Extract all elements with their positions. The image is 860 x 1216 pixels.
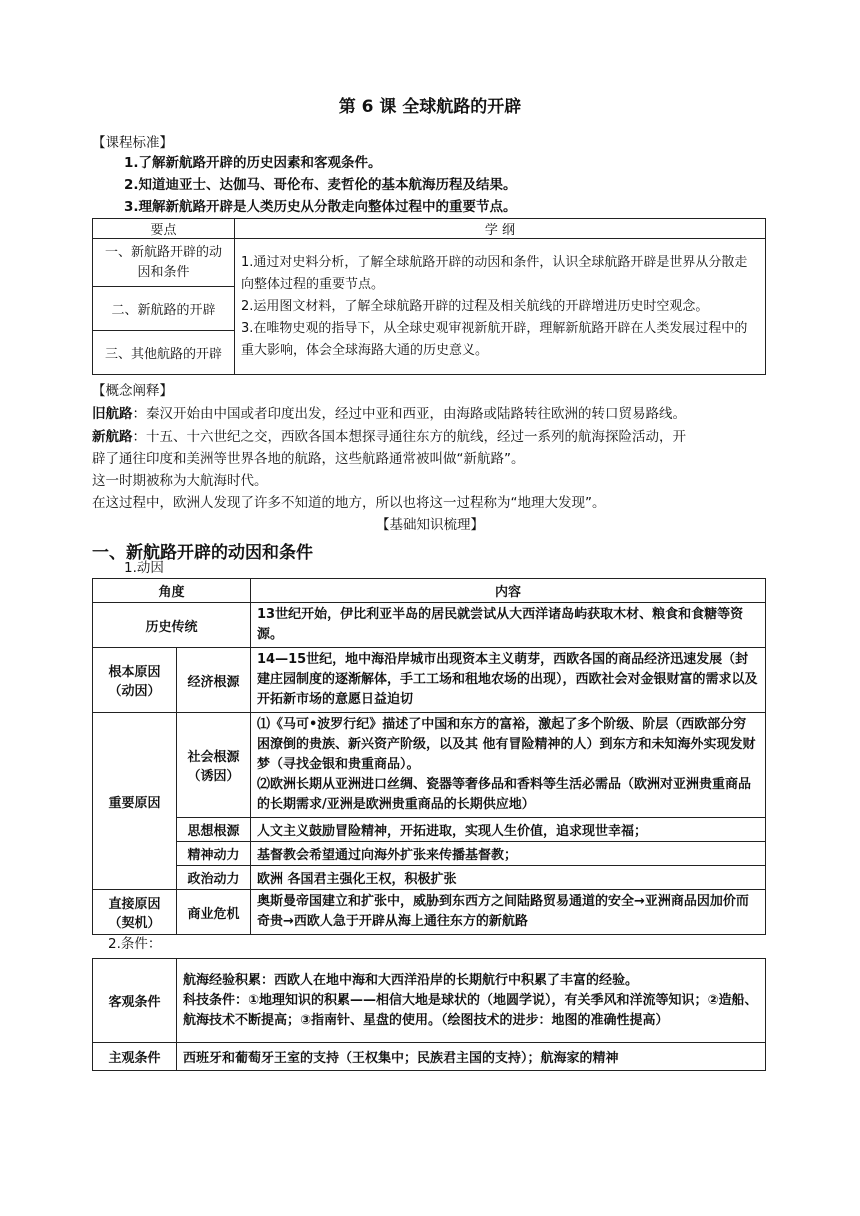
motive-r1-label: 历史传统	[93, 603, 251, 648]
motive-head-content: 内容	[251, 579, 766, 603]
concepts-heading: 【概念阐释】	[92, 383, 173, 399]
section1-heading: 一、新航路开辟的动因和条件	[92, 543, 313, 563]
motive-r6-content: 欧洲 各国君主强化王权，积极扩张	[251, 866, 766, 890]
motive-r3-group: 重要原因	[93, 713, 177, 890]
standard-item-3: 3.理解新航路开辟是人类历史从分散走向整体过程中的重要节点。	[124, 199, 517, 215]
motive-r1-content: 13世纪开始，伊比利亚半岛的居民就尝试从大西洋诸岛屿获取木材、粮食和食糖等资源。	[251, 603, 766, 648]
outline-head-points: 要点	[93, 219, 235, 239]
new-route-line	[92, 427, 686, 447]
motive-r3-content-2: ⑵欧洲长期从亚洲进口丝绸、瓷器等奢侈品和香料等生活必需品（欧洲对亚洲贵重商品的长期需求/亚洲是欧洲贵重商品的长期供应地）	[257, 777, 752, 812]
old-route-line	[92, 404, 686, 424]
condition-objective-line-1: 航海经验积累：西欧人在地中海和大西洋沿岸的长期航行中积累了丰富的经验。	[183, 972, 639, 988]
condition-objective-line-2: 科技条件：①地理知识的积累——相信大地是球状的（地圆学说），有关季风和洋流等知识；②造船、航海技术不断提高；③指南针、星盘的使用。（绘图技术的进步：地图的准确性提高）	[183, 992, 758, 1028]
outline-line-2: 2.运用图文材料，了解全球航路开辟的过程及相关航线的开辟增进历史时空观念。	[241, 298, 709, 314]
motive-r7-content: 奥斯曼帝国建立和扩张中，威胁到东西方之间陆路贸易通道的安全→亚洲商品因加价而奇贵→西欧人急于开辟从海上通往东方的新航路	[251, 890, 766, 935]
motive-r7-group: 直接原因（契机）	[93, 890, 177, 935]
motive-r4-label: 思想根源	[177, 818, 251, 842]
concept-line-3: 这一时期被称为大航海时代。	[92, 473, 268, 489]
outline-content	[235, 239, 766, 375]
motive-r2-content: 14—15世纪，地中海沿岸城市出现资本主义萌芽，西欧各国的商品经济迅速发展（封建庄园制度的逐渐解体，手工工场和租地农场的出现），西欧社会对金银财富的需求以及开拓新市场的意愿日益迫切	[251, 648, 766, 713]
motive-head-angle: 角度	[93, 579, 251, 603]
condition-objective-content	[177, 959, 766, 1043]
new-route-text-2: 辟了通往印度和美洲等世界各地的航路，这些航路通常被叫做“新航路”。	[92, 451, 525, 467]
condition-objective-label: 客观条件	[93, 959, 177, 1043]
section1-sub1: 1.动因	[124, 560, 164, 576]
standard-item-1: 1.了解新航路开辟的历史因素和客观条件。	[124, 155, 382, 171]
condition-table	[92, 958, 766, 1071]
motive-r2-group: 根本原因（动因）	[93, 648, 177, 713]
motive-r6-label: 政治动力	[177, 866, 251, 890]
condition-subjective-label: 主观条件	[93, 1043, 177, 1071]
old-route-label: 旧航路	[92, 406, 133, 422]
outline-row-3: 三、其他航路的开辟	[93, 331, 235, 375]
motive-r7-label: 商业危机	[177, 890, 251, 935]
outline-head-outline: 学 纲	[235, 219, 766, 239]
outline-row-2: 二、新航路的开辟	[93, 287, 235, 331]
outline-row-1: 一、新航路开辟的动因和条件	[93, 239, 235, 287]
motive-r5-content: 基督教会希望通过向海外扩张来传播基督教；	[251, 842, 766, 866]
motive-r3-content-1: ⑴《马可•波罗行纪》描述了中国和东方的富裕，激起了多个阶级、阶层（西欧部分穷困潦倒的贵族、新兴资产阶级，以及其 他有冒险精神的人）到东方和未知海外实现发财梦（寻找金银和贵重商品）。	[257, 717, 756, 772]
concept-line-4: 在这过程中，欧洲人发现了许多不知道的地方，所以也将这一过程称为“地理大发现”。	[92, 495, 606, 511]
motive-table	[92, 578, 766, 935]
outline-line-3: 3.在唯物史观的指导下，从全球史观审视新航开辟，理解新航路开辟在人类发展过程中的重大影响，体会全球海路大通的历史意义。	[241, 320, 748, 358]
condition-subjective-content: 西班牙和葡萄牙王室的支持（王权集中；民族君主国的支持）；航海家的精神	[177, 1043, 766, 1071]
page-title: 第 6 课 全球航路的开辟	[338, 97, 522, 117]
outline-line-1: 1.通过对史料分析，了解全球航路开辟的动因和条件，认识全球航路开辟是世界从分散走向整体过程的重要节点。	[241, 254, 748, 292]
motive-r3-label: 社会根源（诱因）	[177, 713, 251, 818]
new-route-text-1: ：十五、十六世纪之交，西欧各国本想探寻通往东方的航线，经过一系列的航海探险活动，开	[132, 429, 686, 445]
outline-table	[92, 218, 766, 375]
old-route-text: ：秦汉开始由中国或者印度出发，经过中亚和西亚，由海路或陆路转往欧洲的转口贸易路线。	[132, 406, 686, 422]
basics-heading: 【基础知识梳理】	[376, 517, 484, 533]
standard-item-2: 2.知道迪亚士、达伽马、哥伦布、麦哲伦的基本航海历程及结果。	[124, 177, 517, 193]
new-route-label: 新航路	[92, 429, 133, 445]
section1-sub2: 2.条件：	[108, 936, 162, 952]
motive-r4-content: 人文主义鼓励冒险精神，开拓进取，实现人生价值，追求现世幸福；	[251, 818, 766, 842]
motive-r3-content	[251, 713, 766, 818]
standards-heading: 【课程标准】	[92, 135, 173, 151]
motive-r5-label: 精神动力	[177, 842, 251, 866]
motive-r2-label: 经济根源	[177, 648, 251, 713]
